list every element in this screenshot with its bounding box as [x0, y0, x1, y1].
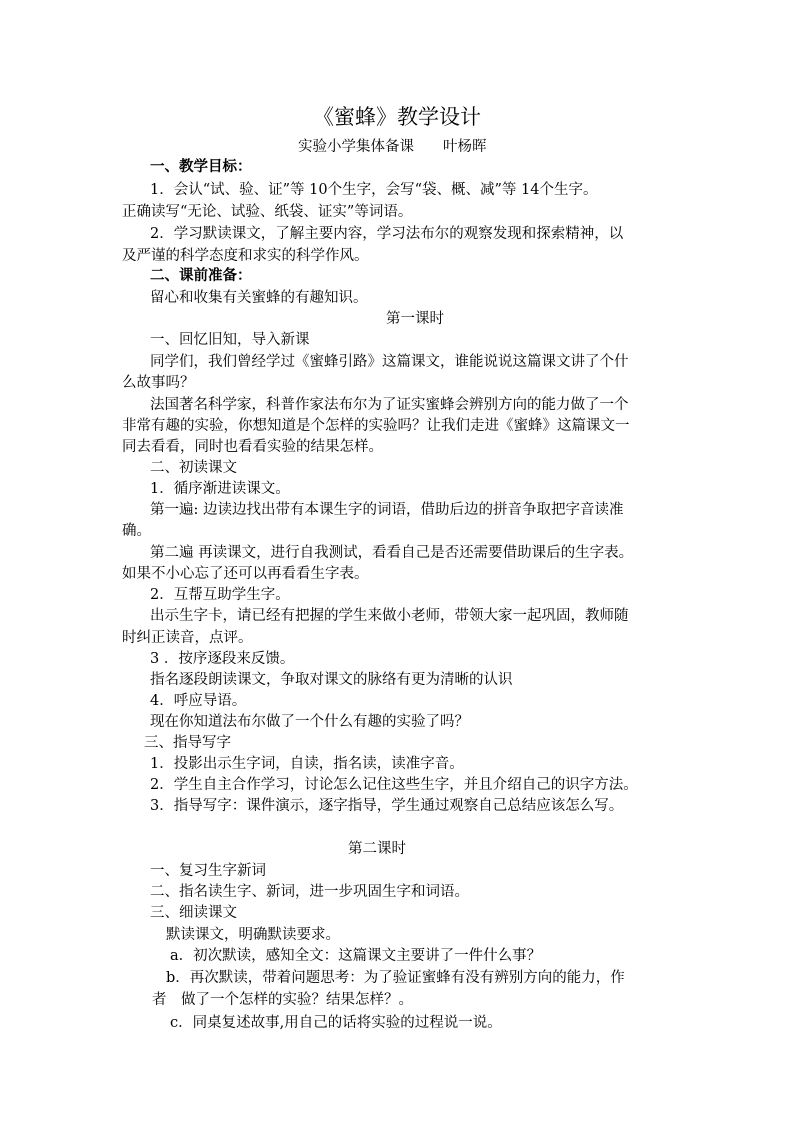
- paragraph-line: 2．互帮互助学生字。: [150, 587, 290, 603]
- paragraph-line: 者 做了一个怎样的实验？结果怎样？。: [152, 992, 413, 1008]
- paragraph-line: 同学们，我们曾经学过《蜜蜂引路》这篇课文，谁能说说这篇课文讲了个什: [150, 354, 629, 370]
- paragraph-line: 二、指名读生字、新词，进一步巩固生字和词语。: [150, 884, 469, 900]
- paragraph-line: 1．投影出示生字词，自读，指名读，读准字音。: [150, 756, 464, 772]
- section-heading: 一、回忆旧知，导入新课: [150, 332, 310, 348]
- section-heading: 二、初读课文: [150, 460, 237, 476]
- paragraph-line: 确。: [122, 523, 151, 539]
- section-heading: 三、指导写字: [144, 735, 231, 751]
- paragraph-line: 如果不小心忘了还可以再看看生字表。: [122, 566, 369, 582]
- paragraph-line: 指名逐段朗读课文，争取对课文的脉络有更为清晰的认识: [150, 672, 513, 688]
- paragraph-line: 4．呼应导语。: [150, 693, 247, 709]
- paragraph-line: 现在你知道法布尔做了一个什么有趣的实验了吗？: [150, 714, 469, 730]
- section-heading: 二、课前准备：: [150, 267, 252, 284]
- paragraph-line: 3 ．按序逐段来反馈。: [150, 651, 295, 667]
- lesson-heading: 第二课时: [348, 841, 406, 857]
- paragraph-line: 法国著名科学家，科普作家法布尔为了证实蜜蜂会辨别方向的能力做了一个: [150, 397, 629, 413]
- paragraph-line: 么故事吗？: [122, 375, 195, 391]
- paragraph-line: 及严谨的科学态度和求实的科学作风。: [122, 248, 369, 264]
- lesson-heading: 第一课时: [386, 311, 444, 327]
- paragraph-line: 2．学生自主合作学习，讨论怎么记住这些生字，并且介绍自己的识字方法。: [150, 777, 638, 793]
- paragraph-line: 1．会认“试、验、证”等 10个生字，会写“袋、概、减”等 14个生字。: [150, 182, 598, 198]
- document-subtitle: 实验小学集体备课 叶杨晖: [298, 139, 487, 155]
- paragraph-line: a．初次默读，感知全文：这篇课文主要讲了一件什么事？: [170, 948, 542, 964]
- paragraph-line: 第一遍: 边读边找出带有本课生字的词语，借助后边的拼音争取把字音读准: [150, 502, 624, 518]
- section-heading: 一、教学目标：: [150, 158, 252, 175]
- section-heading: 三、细读课文: [150, 905, 237, 921]
- paragraph-line: 1．循序渐进读课文。: [150, 481, 290, 497]
- paragraph-line: 正确读写“无论、试验、纸袋、证实”等词语。: [122, 204, 413, 220]
- paragraph-line: 第二遍 再读课文，进行自我测试，看看自己是否还需要借助课后的生字表。: [150, 545, 634, 561]
- paragraph-line: b．再次默读，带着问题思考：为了验证蜜蜂有没有辨别方向的能力，作: [166, 970, 625, 986]
- document-title: 《蜜蜂》教学设计: [313, 105, 481, 129]
- paragraph-line: 非常有趣的实验，你想知道是个怎样的实验吗？让我们走进《蜜蜂》这篇课文一: [122, 418, 630, 434]
- paragraph-line: c．同桌复述故事,用自己的话将实验的过程说一说。: [170, 1015, 502, 1031]
- paragraph-line: 同去看看，同时也看看实验的结果怎样。: [122, 439, 383, 455]
- paragraph-line: 留心和收集有关蜜蜂的有趣知识。: [150, 290, 368, 306]
- section-heading: 一、复习生字新词: [150, 863, 266, 879]
- paragraph-line: 时纠正读音，点评。: [122, 630, 253, 646]
- paragraph-line: 2．学习默读课文，了解主要内容，学习法布尔的观察发现和探索精神，以: [150, 226, 624, 242]
- paragraph-line: 3．指导写字：课件演示，逐字指导，学生通过观察自己总结应该怎么写。: [150, 798, 624, 814]
- paragraph-line: 出示生字卡，请已经有把握的学生来做小老师，带领大家一起巩固，教师随: [150, 608, 629, 624]
- paragraph-line: 默读课文，明确默读要求。: [166, 927, 340, 943]
